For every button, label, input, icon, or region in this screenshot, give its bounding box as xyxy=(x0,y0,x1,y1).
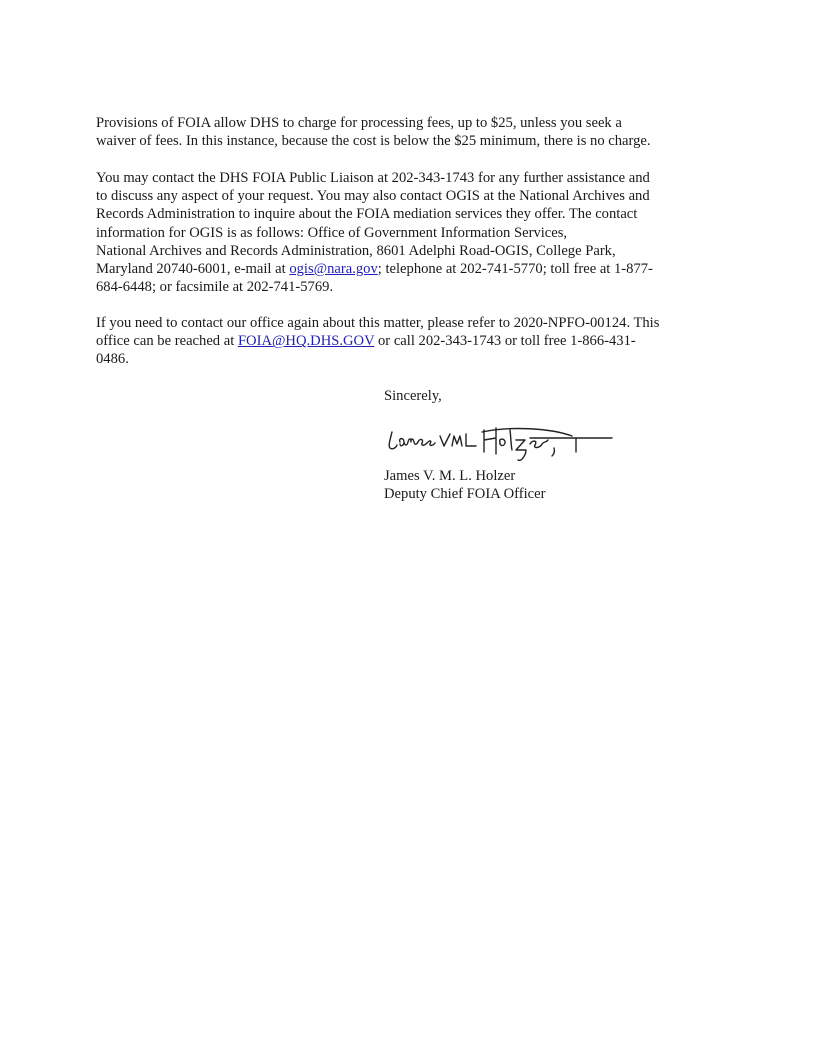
contact-line-4: information for OGIS is as follows: Office of Government Information Services, xyxy=(96,224,568,241)
handwritten-signature xyxy=(380,418,620,468)
contact-line-5: National Archives and Records Administration, 8601 Adelphi Road-OGIS, College Park, xyxy=(96,242,616,259)
signer-name: James V. M. L. Holzer xyxy=(384,468,516,484)
fees-line-2: waiver of fees. In this instance, because the cost is below the $25 minimum, there is no charge. xyxy=(96,133,651,150)
fees-line-1: Provisions of FOIA allow DHS to charge for processing fees, up to $25, unless you seek a xyxy=(96,115,622,131)
contact-line-6-start: Maryland 20740-6001, e-mail at xyxy=(96,261,290,278)
contact-line-6 xyxy=(96,260,736,278)
contact-line-3: Records Administration to inquire about the FOIA mediation services they offer. The contact xyxy=(96,206,638,223)
reference-paragraph xyxy=(96,314,736,369)
reference-line-1: If you need to contact our office again about this matter, please refer to 2020-NPFO-00124. This xyxy=(96,315,660,331)
signature-block xyxy=(384,467,545,503)
ogis-email-link[interactable]: ogis@nara.gov xyxy=(289,261,378,278)
closing-salutation: Sincerely, xyxy=(384,388,442,404)
reference-line-2-start: office can be reached at xyxy=(96,333,238,350)
reference-line-2-end: or call 202-343-1743 or toll free 1-866-431- xyxy=(374,333,636,350)
contact-line-7: 684-6448; or facsimile at 202-741-5769. xyxy=(96,279,334,296)
contact-line-6-end: ; telephone at 202-741-5770; toll free at 1-877- xyxy=(377,261,653,278)
reference-line-3: 0486. xyxy=(96,351,129,368)
reference-line-2 xyxy=(96,332,736,350)
foia-email-link[interactable]: FOIA@HQ.DHS.GOV xyxy=(237,333,375,350)
fees-paragraph xyxy=(96,114,736,150)
signer-title: Deputy Chief FOIA Officer xyxy=(384,486,546,503)
contact-line-1: You may contact the DHS FOIA Public Liaison at 202-343-1743 for any further assistance and xyxy=(96,170,650,186)
contact-line-2: to discuss any aspect of your request. You may also contact OGIS at the National Archives and xyxy=(96,188,650,205)
contact-paragraph xyxy=(96,169,736,296)
